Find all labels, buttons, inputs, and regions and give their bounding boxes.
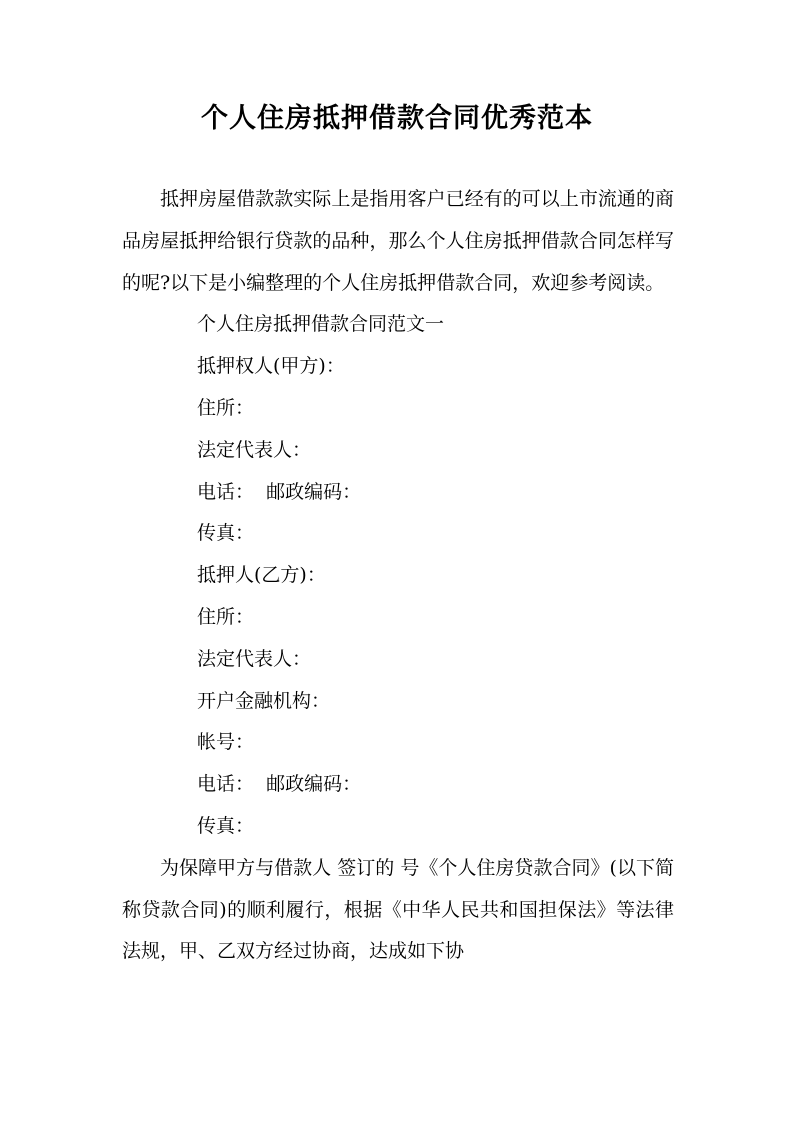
document-title: 个人住房抵押借款合同优秀范本 (201, 103, 593, 134)
mortgagor-bank-line: 开户金融机构： (197, 689, 331, 712)
section-heading: 个人住房抵押借款合同范文一 (197, 313, 445, 336)
mortgagee-representative-line: 法定代表人： (197, 438, 312, 461)
mortgagee-address-line: 住所： (197, 396, 255, 419)
intro-paragraph: 抵押房屋借款款实际上是指用客户已经有的可以上市流通的商品房屋抵押给银行贷款的品种，那么个人住房抵押借款合同怎样写的呢?以下是小编整理的个人住房抵押借款合同，欢迎参考阅读。 (122, 188, 674, 294)
mortgagee-line: 抵押权人(甲方)： (197, 355, 345, 378)
mortgagor-account-line: 帐号： (197, 731, 255, 754)
mortgagee-phone-line: 电话： 邮政编码： (197, 480, 362, 503)
mortgagee-fax-line: 传真： (197, 522, 255, 545)
mortgagor-phone-line: 电话： 邮政编码： (197, 773, 362, 796)
mortgagor-representative-line: 法定代表人： (197, 647, 312, 670)
mortgagor-address-line: 住所： (197, 605, 255, 628)
document-body (122, 179, 674, 973)
closing-paragraph: 为保障甲方与借款人 签订的 号《个人住房贷款合同》(以下简称贷款合同)的顺利履行，根据《中华人民共和国担保法》等法律法规，甲、乙双方经过协商，达成如下协 (122, 856, 674, 963)
mortgagor-fax-line: 传真： (197, 814, 255, 837)
mortgagor-line: 抵押人(乙方)： (197, 564, 326, 587)
